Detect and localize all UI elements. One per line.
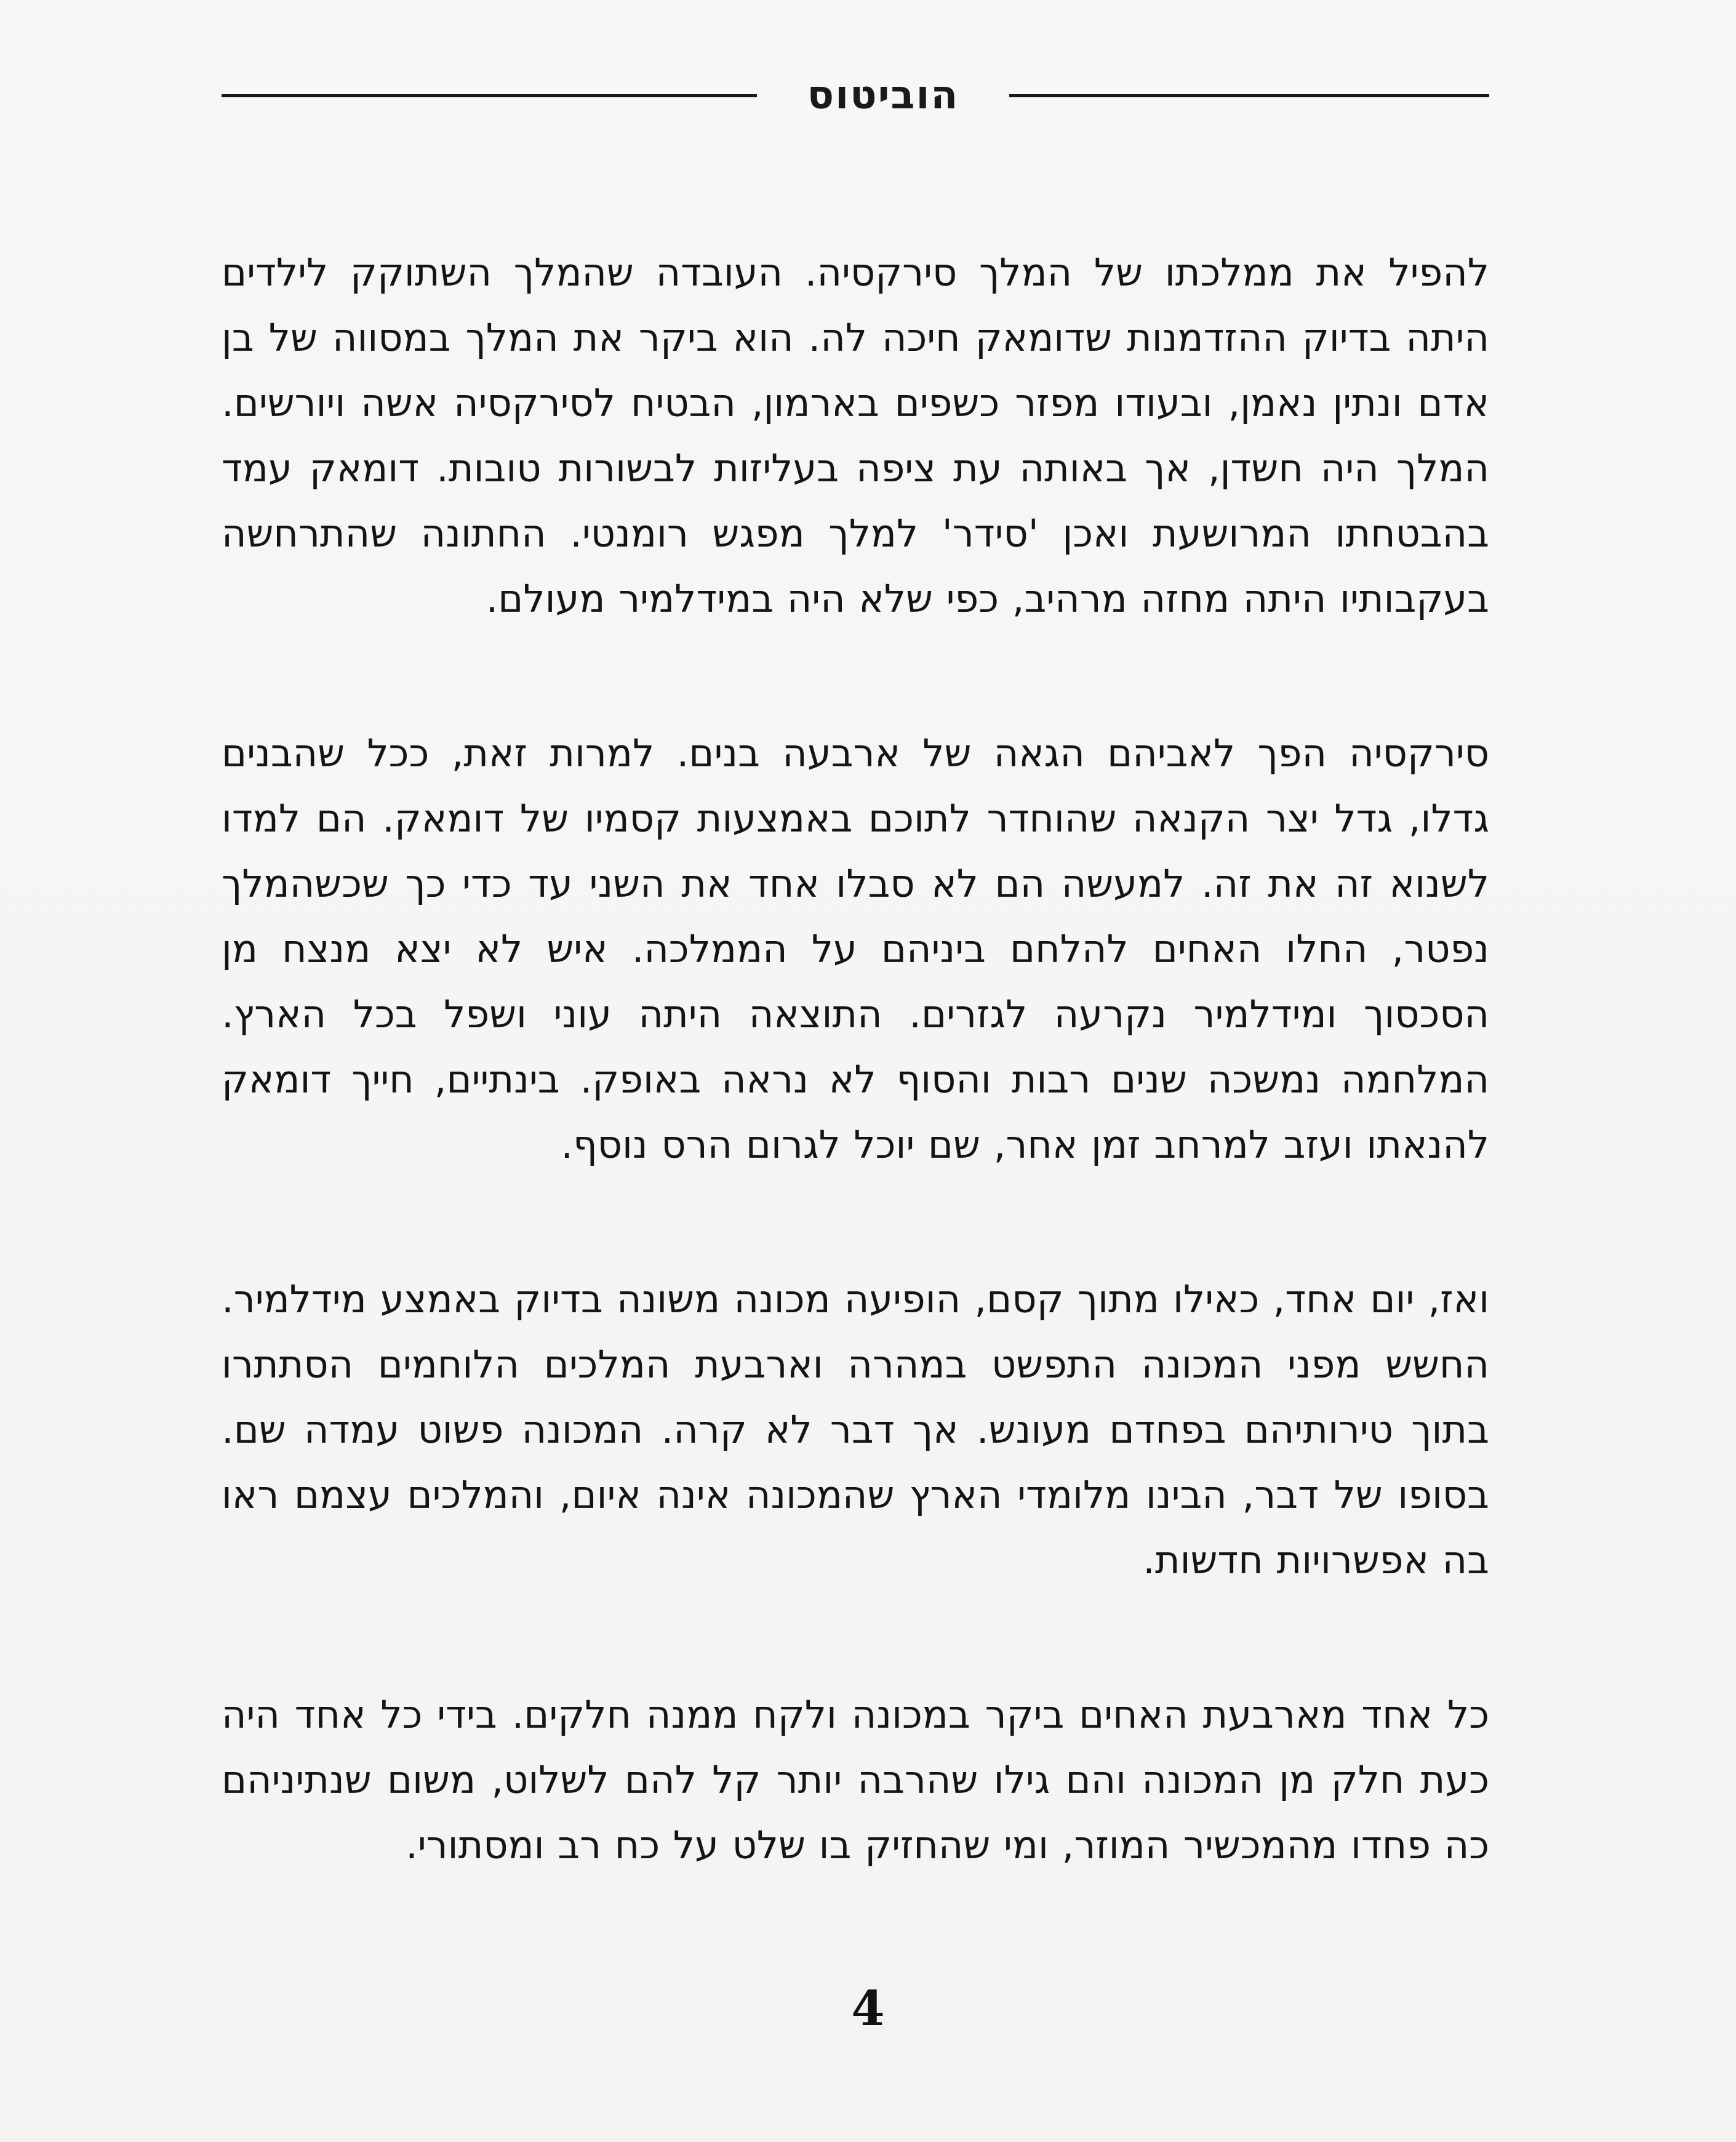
running-header: [222, 58, 1489, 132]
header-rule-left: [222, 94, 757, 97]
header-rule-right: [1009, 94, 1489, 97]
paragraph-2: סירקסיה הפך לאביהם הגאה של ארבעה בנים. למרות זאת, ככל שהבנים גדלו, גדל יצר הקנאה שהוחדר לתוכם באמצעות קסמיו של דומאק. הם למדו לשנוא זה את זה. למעשה הם לא סבלו אחד את השני עד כדי כך שכשהמלך נפטר, החלו האחים להלחם ביניהם על הממלכה. איש לא יצא מנצח מן הסכסוך ומידלמיר נקרעה לגזרים. התוצאה היתה עוני ושפל בכל הארץ. המלחמה נמשכה שנים רבות והסוף לא נראה באופק. בינתיים, חייך דומאק להנאתו ועזב למרחב זמן אחר, שם יוכל לגרום הרס נוסף.: [222, 731, 1489, 1167]
paragraph-1: להפיל את ממלכתו של המלך סירקסיה. העובדה שהמלך השתוקק לילדים היתה בדיוק ההזדמנות שדומאק חיכה לה. הוא ביקר את המלך במסווה של בן אדם ונתין נאמן, ובעודו מפזר כשפים בארמון, הבטיח לסירקסיה אשה ויורשים. המלך היה חשדן, אך באותה עת ציפה בעליזות לבשורות טובות. דומאק עמד בהבטחתו המרושעת ואכן 'סידר' למלך מפגש רומנטי. החתונה שהתרחשה בעקבותיו היתה מחזה מרהיב, כפי שלא היה במידלמיר מעולם.: [222, 250, 1489, 621]
book-title: הוביטוס: [807, 73, 959, 118]
paragraph-3: ואז, יום אחד, כאילו מתוך קסם, הופיעה מכונה משונה בדיוק באמצע מידלמיר. החשש מפני המכונה התפשט במהרה וארבעת המלכים הלוחמים הסתתרו בתוך טירותיהם בפחדם מעונש. אך דבר לא קרה. המכונה פשוט עמדה שם. בסופו של דבר, הבינו מלומדי הארץ שהמכונה אינה איום, והמלכים עצמם ראו בה אפשרויות חדשות.: [222, 1277, 1489, 1582]
page-body: [222, 240, 1489, 1878]
page-number: 4: [851, 1981, 885, 2037]
paragraph-4: כל אחד מארבעת האחים ביקר במכונה ולקח ממנה חלקים. בידי כל אחד היה כעת חלק מן המכונה והם גילו שהרבה יותר קל להם לשלוט, משום שנתיניהם כה פחדו מהמכשיר המוזר, ומי שהחזיק בו שלט על כח רב ומסתורי.: [222, 1692, 1489, 1867]
